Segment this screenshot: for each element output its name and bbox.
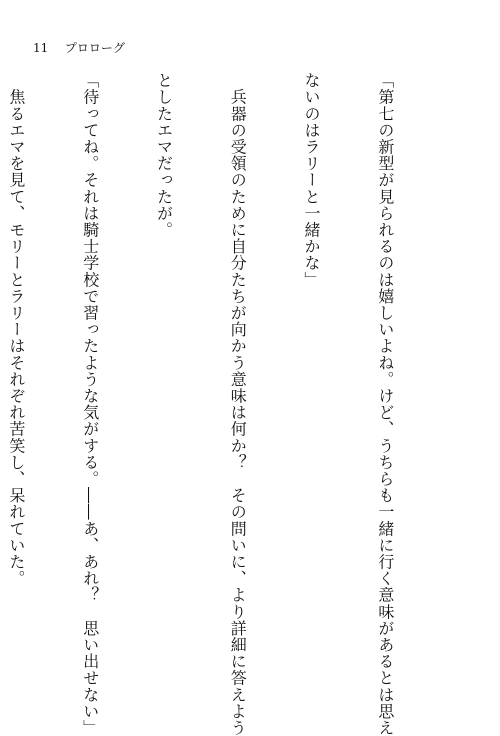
text-line-1: 「第七の新型が見られるのは嬉しいよね。けど、うちらも一緒に行く意味があるとは思え — [375, 72, 395, 736]
text-line-5: 「待ってね。それは騎士学校で習ったような気がする。――あ、あれ？ 思い出せない」 — [80, 72, 100, 736]
text-line-6: 焦るエマを見て、モリーとラリーはそれぞれ苦笑し、呆れていた。 — [6, 72, 26, 587]
text-line-2: ないのはラリーと一緒かな」 — [302, 72, 322, 288]
body-text — [6, 72, 446, 736]
chapter-title: プロローグ — [64, 41, 125, 55]
text-line-4: としたエマだったが。 — [154, 72, 174, 238]
page-number: 11 — [33, 41, 49, 55]
page-header — [33, 41, 125, 55]
text-line-3: 兵器の受領のために自分たちが向かう意味は何か？ その問いに、より詳細に答えよう — [228, 72, 248, 736]
